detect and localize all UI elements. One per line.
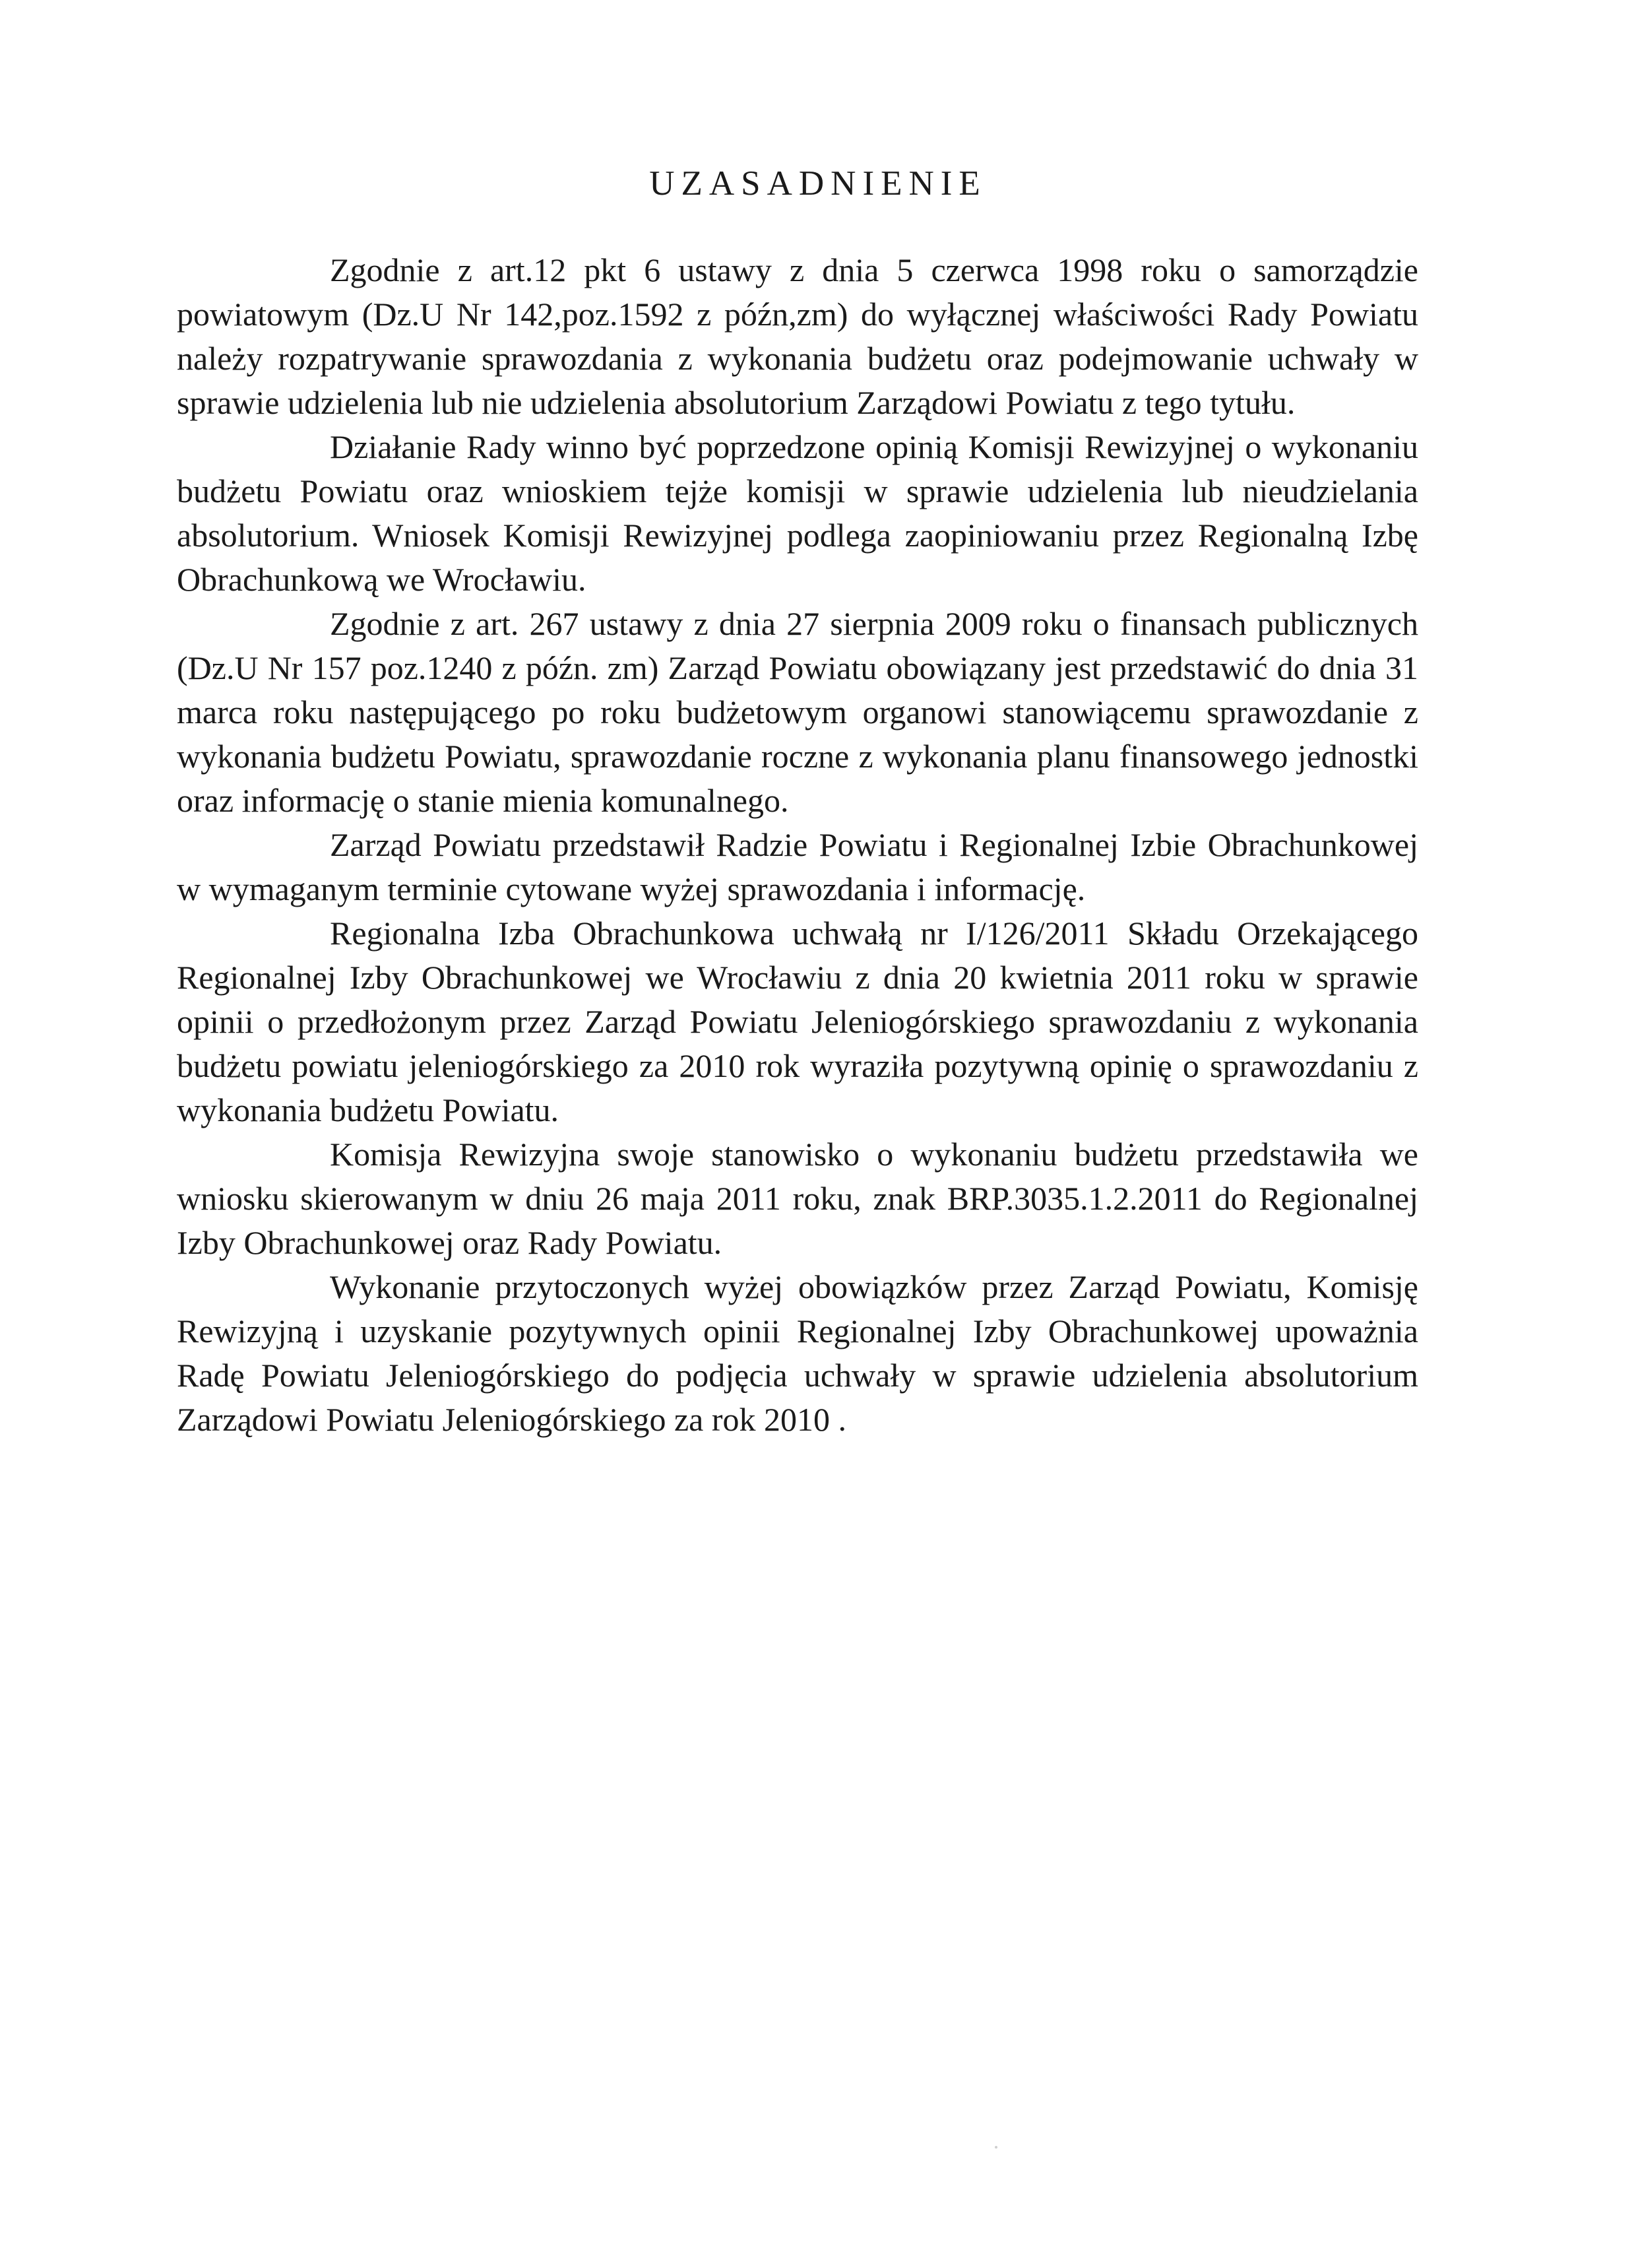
paragraph-6: Komisja Rewizyjna swoje stanowisko o wykonaniu budżetu przedstawiła we wniosku skierowanym w dniu 26 maja 2011 roku, znak BRP.3035.1.2.2011 do Regionalnej Izby Obrachunkowej oraz Rady Powiatu. xyxy=(177,1136,1418,1261)
paragraph-5: Regionalna Izba Obrachunkowa uchwałą nr I/126/2011 Składu Orzekającego Regionalnej Izby Obrachunkowej we Wrocławiu z dnia 20 kwietnia 2011 roku w sprawie opinii o przedłożonym przez Zarząd Powiatu Jeleniogórskiego sprawozdaniu z wykonania budżetu powiatu jeleniogórskiego za 2010 rok wyraziła pozytywną opinię o sprawozdaniu z wykonania budżetu Powiatu. xyxy=(177,915,1418,1128)
document-body xyxy=(177,248,1418,1442)
document-title: UZASADNIENIE xyxy=(649,164,987,203)
paragraph-3: Zgodnie z art. 267 ustawy z dnia 27 sierpnia 2009 roku o finansach publicznych (Dz.U Nr 157 poz.1240 z późn. zm) Zarząd Powiatu obowiązany jest przedstawić do dnia 31 marca roku następującego po roku budżetowym organowi stanowiącemu sprawozdanie z wykonania budżetu Powiatu, sprawozdanie roczne z wykonania planu finansowego jednostki oraz informację o stanie mienia komunalnego. xyxy=(177,605,1418,819)
paragraph-4: Zarząd Powiatu przedstawił Radzie Powiatu i Regionalnej Izbie Obrachunkowej w wymaganym terminie cytowane wyżej sprawozdania i informację. xyxy=(177,826,1418,907)
paragraph-1: Zgodnie z art.12 pkt 6 ustawy z dnia 5 czerwca 1998 roku o samorządzie powiatowym (Dz.U Nr 142,poz.1592 z późn,zm) do wyłącznej właściwości Rady Powiatu należy rozpatrywanie sprawozdania z wykonania budżetu oraz podejmowanie uchwały w sprawie udzielenia lub nie udzielenia absolutorium Zarządowi Powiatu z tego tytułu. xyxy=(177,251,1418,421)
paragraph-7: Wykonanie przytoczonych wyżej obowiązków przez Zarząd Powiatu, Komisję Rewizyjną i uzyskanie pozytywnych opinii Regionalnej Izby Obrachunkowej upoważnia Radę Powiatu Jeleniogórskiego do podjęcia uchwały w sprawie udzielenia absolutorium Zarządowi Powiatu Jeleniogórskiego za rok 2010 . xyxy=(177,1268,1418,1438)
paragraph-2: Działanie Rady winno być poprzedzone opinią Komisji Rewizyjnej o wykonaniu budżetu Powiatu oraz wnioskiem tejże komisji w sprawie udzielenia lub nieudzielania absolutorium. Wniosek Komisji Rewizyjnej podlega zaopiniowaniu przez Regionalną Izbę Obrachunkową we Wrocławiu. xyxy=(177,428,1418,598)
scan-speck xyxy=(995,2146,997,2149)
